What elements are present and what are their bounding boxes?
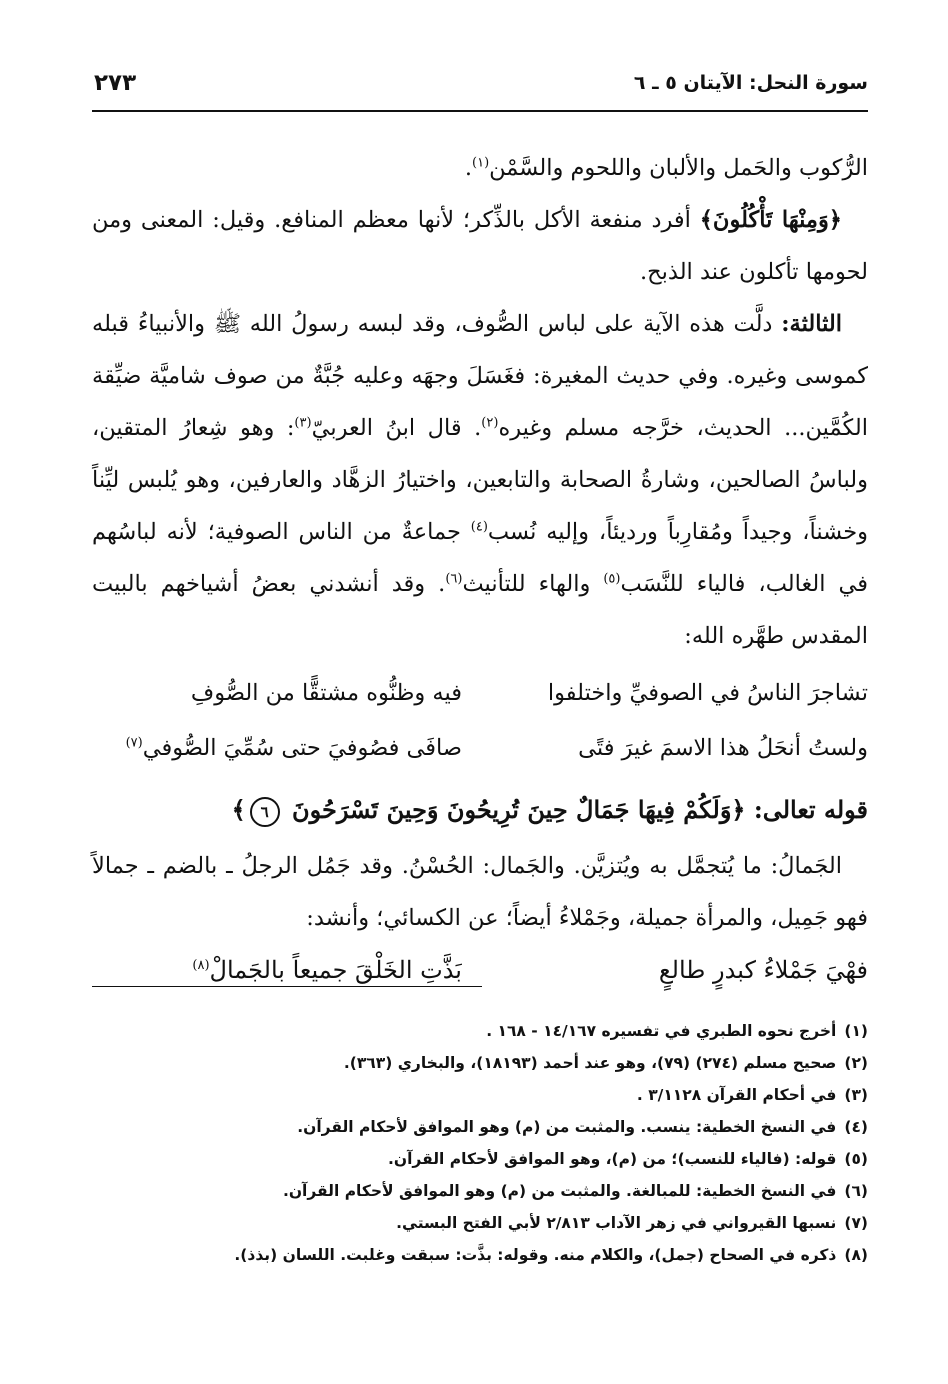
footnote-item: (٣) في أحكام القرآن ٣/١١٢٨ . bbox=[636, 1086, 868, 1104]
main-text bbox=[92, 142, 868, 987]
quran-quote: ﴿وَمِنْهَا تَأْكُلُونَ﴾ bbox=[699, 207, 842, 233]
running-title: سورة النحل: الآيتان ٥ ـ ٦ bbox=[633, 72, 868, 94]
footnotes bbox=[92, 1015, 868, 1271]
footnote-ref-4[interactable]: (٤) bbox=[470, 519, 488, 535]
paragraph-3: الثالثة: دلَّت هذه الآية على لباس الصُّوف، وقد لبسه رسولُ الله ﷺ والأنبياءُ قبله كموسى وغيره. وفي حديث المغيرة: فغَسَلَ وجهَه وعليه جُبَّةٌ من صوف شاميَّة ضيِّقة الكُمَّين... الحديث، خرَّجه مسلم وغيره$^{(٢)}$. قال ابنُ العربيّ$^{(٣)}$: وهو شِعارُ المتقين، ولباسُ الصالحين، وشارةُ الصحابة والتابعين، واختيارُ الزهَّاد والعارفين، وهو يُلبس ليِّناً وخشناً، وجيداً ومُقارِباً ورديئاً، وإليه نُسب$^{(٤)}$ جماعةٌ من الناس الصوفية؛ لأنه لباسُهم في الغالب، فالياء للنَّسَب$^{(٥)}$ والهاء للتأنيث$^{(٦)}$. وقد أنشدني بعضُ أشياخهم بالبيت المقدس طهَّره الله: bbox=[92, 311, 868, 649]
page-header bbox=[92, 70, 868, 112]
footnote-item: (٢) صحيح مسلم (٢٧٤) (٧٩)، وهو عند أحمد (١٨١٩٣)، والبخاري (٣٦٣). bbox=[343, 1054, 868, 1072]
footnote-ref-8[interactable]: (٨) bbox=[192, 958, 210, 973]
poem-line bbox=[92, 666, 868, 721]
paragraph-4: الجَمالُ: ما يُتجمَّل به ويُتزيَّن. والجَمال: الحُسْنُ. وقد جَمُل الرجلُ ـ بالضم ـ جمالاً فهو جَمِيل، والمرأة جميلة، وجَمْلاءُ أيضاً؛ عن الكسائي؛ وأنشد: bbox=[92, 853, 868, 931]
poem-1 bbox=[92, 666, 868, 776]
hemistich-second: بَذَّتِ الخَلْقَ جميعاً بالجَمالْ$^{(٨)}$ bbox=[192, 956, 462, 984]
book-page bbox=[92, 60, 868, 1360]
footnote-item: (٥) قوله: (فالياء للنسب)؛ من (م)، وهو الموافق لأحكام القرآن. bbox=[388, 1150, 868, 1168]
paragraph-2: ﴿وَمِنْهَا تَأْكُلُونَ﴾ أفرد منفعة الأكل بالذِّكر؛ لأنها معظم المنافع. وقيل: المعنى ومن لحومها تأكلون عند الذبح. bbox=[92, 207, 868, 285]
footnote-ref-3[interactable]: (٣) bbox=[294, 415, 312, 431]
hemistich-first: فهْيَ جَمْلاءُ كبدرٍ طالعٍ bbox=[658, 956, 868, 984]
hemistich-second: صافَى فصُوفيَ حتى سُمِّيَ الصُّوفي$^{(٧)}$ bbox=[125, 735, 462, 761]
paragraph-1: الرُّكوب والحَمل والألبان واللحوم والسَّمْن$^{(١)}$. bbox=[464, 155, 868, 181]
poem-line bbox=[92, 721, 868, 776]
footnote-item: (٧) نسبها القيرواني في زهر الآداب ٢/٨١٣ لأبي الفتح البستي. bbox=[396, 1214, 868, 1232]
footnote-ref-1[interactable]: (١) bbox=[472, 155, 490, 171]
footnote-ref-7[interactable]: (٧) bbox=[125, 735, 143, 751]
page-number: ٢٧٣ bbox=[94, 70, 137, 96]
section-heading: الثالثة: bbox=[781, 311, 842, 337]
hemistich-second: فيه وظنُّوه مشتقًّا من الصُّوفِ bbox=[190, 680, 462, 706]
footnote-item: (٤) في النسخ الخطية: ينسب. والمثبت من (م) وهو الموافق لأحكام القرآن. bbox=[297, 1118, 868, 1136]
poem-2 bbox=[92, 944, 868, 996]
footnote-ref-2[interactable]: (٢) bbox=[481, 415, 499, 431]
verse-heading: قوله تعالى: ﴿وَلَكُمْ فِيهَا جَمَالٌ حِينَ تُرِيحُونَ وَحِينَ تَسْرَحُونَ ٦﴾ bbox=[92, 780, 868, 840]
hemistich-first: ولستُ أنحَلُ هذا الاسمَ غيرَ فتًى bbox=[578, 735, 868, 761]
footnote-ref-5[interactable]: (٥) bbox=[603, 571, 621, 587]
verse-number-badge: ٦ bbox=[250, 797, 280, 827]
footnote-item: (٦) في النسخ الخطية: للمبالغة. والمثبت من (م) وهو الموافق لأحكام القرآن. bbox=[282, 1182, 868, 1200]
footnote-ref-6[interactable]: (٦) bbox=[445, 571, 463, 587]
verse-intro: قوله تعالى: bbox=[753, 795, 868, 824]
hemistich-first: تشاجرَ الناسُ في الصوفيِّ واختلفوا bbox=[547, 680, 868, 706]
footnote-item: (١) أخرج نحوه الطبري في تفسيره ١٤/١٦٧ - ١٦٨ . bbox=[486, 1022, 868, 1040]
verse-text: ﴿وَلَكُمْ فِيهَا جَمَالٌ حِينَ تُرِيحُونَ وَحِينَ تَسْرَحُونَ bbox=[292, 795, 746, 824]
footnote-item: (٨) ذكره في الصحاح (جمل)، والكلام منه. وقوله: بذَّت: سبقت وغلبت. اللسان (بذذ). bbox=[234, 1246, 868, 1264]
